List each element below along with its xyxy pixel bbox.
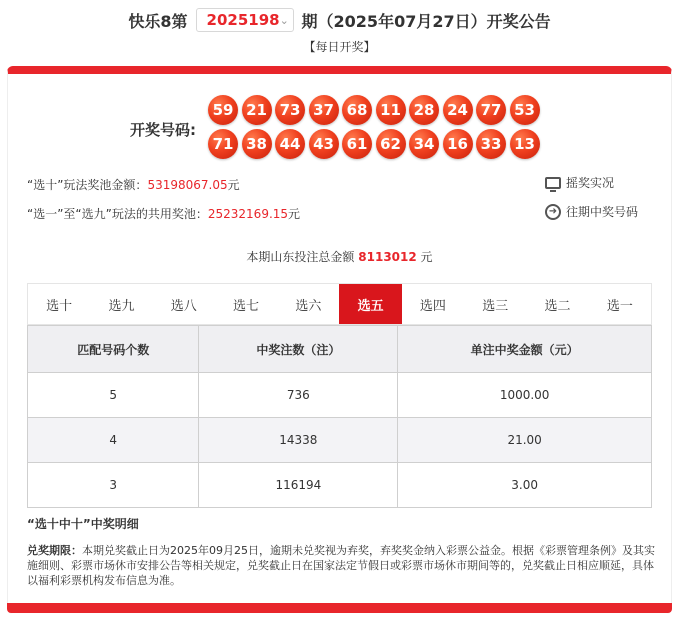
- history-link[interactable]: [545, 203, 638, 220]
- number-ball: 21: [242, 95, 272, 125]
- number-ball: 11: [376, 95, 406, 125]
- tab-play-type[interactable]: 选九: [108, 298, 135, 314]
- table-cell: 116194: [199, 463, 398, 508]
- live-draw-link[interactable]: [545, 174, 614, 191]
- live-draw-label: 摇奖实况: [566, 176, 615, 190]
- table-header-row: [28, 326, 652, 373]
- prize-table: [27, 325, 652, 508]
- total-sales: [0, 248, 679, 265]
- pool-shared-unit: 元: [288, 207, 301, 221]
- number-ball: 59: [208, 95, 238, 125]
- pool-shared-label: “选一”至“选九”玩法的共用奖池：: [27, 207, 208, 221]
- tab-play-type[interactable]: 选二: [544, 298, 571, 314]
- issue-value: 2025198: [206, 11, 280, 29]
- play-type-tabs: [27, 283, 652, 325]
- total-sales-amount: 8113012: [358, 250, 417, 264]
- draw-numbers: [208, 95, 548, 159]
- tab-play-type[interactable]: 选三: [482, 298, 509, 314]
- circle-arrow-icon: ➜: [545, 204, 561, 220]
- total-sales-label: 本期山东投注总金额: [246, 250, 355, 264]
- tab-play-type[interactable]: 选五: [339, 284, 401, 324]
- number-ball: 53: [510, 95, 540, 125]
- number-ball: 77: [476, 95, 506, 125]
- table-cell: 14338: [199, 418, 398, 463]
- number-ball: 62: [376, 129, 406, 159]
- daily-draw-label: 【每日开奖】: [303, 40, 376, 54]
- table-cell: 736: [199, 373, 398, 418]
- card-bottom-bar: [7, 603, 672, 613]
- number-ball: 44: [275, 129, 305, 159]
- column-header: 中奖注数（注）: [199, 326, 398, 373]
- tab-play-type[interactable]: 选一: [606, 298, 633, 314]
- tab-play-type[interactable]: 选十: [46, 298, 73, 314]
- number-ball: 24: [443, 95, 473, 125]
- pool-shared-amount: 25232169.15: [207, 207, 289, 221]
- title-suffix: 期（2025年07月27日）开奖公告: [301, 11, 551, 31]
- number-ball: 37: [309, 95, 339, 125]
- number-ball: 68: [342, 95, 372, 125]
- table-cell: 3: [28, 463, 199, 508]
- issue-select[interactable]: [196, 8, 294, 32]
- pool-select10-unit: 元: [227, 178, 240, 192]
- tab-play-type[interactable]: 选七: [233, 298, 260, 314]
- pool-shared: [27, 205, 300, 222]
- pool-select10: [27, 176, 240, 193]
- table-cell: 5: [28, 373, 199, 418]
- tab-play-type[interactable]: 选四: [419, 298, 446, 314]
- table-row: [28, 418, 652, 463]
- number-ball: 38: [242, 129, 272, 159]
- number-ball: 28: [409, 95, 439, 125]
- tab-play-type[interactable]: 选六: [295, 298, 322, 314]
- table-cell: 4: [28, 418, 199, 463]
- number-ball: 13: [510, 129, 540, 159]
- table-row: [28, 373, 652, 418]
- draw-numbers-label: 开奖号码:: [130, 121, 196, 139]
- title-prefix: 快乐8第: [128, 11, 188, 31]
- notice-text: 本期兑奖截止日为2025年09月25日，逾期未兑奖视为弃奖，弃奖奖金纳入彩票公益金。根据《彩票管理条例》及其实施细则、彩票市场休市安排公告等相关规定，兑奖截止日在国家法定节假日或彩票市场休市期间等的，兑奖截止日相应顺延，具体以福利彩票机构发布信息为准。: [27, 544, 655, 587]
- chevron-down-icon: ⌄: [279, 13, 289, 27]
- tab-play-type[interactable]: 选八: [170, 298, 197, 314]
- number-ball: 16: [443, 129, 473, 159]
- redemption-notice: [27, 543, 655, 588]
- number-ball: 33: [476, 129, 506, 159]
- table-cell: 3.00: [398, 463, 652, 508]
- number-ball: 61: [342, 129, 372, 159]
- monitor-icon: [545, 177, 561, 189]
- table-cell: 1000.00: [398, 373, 652, 418]
- notice-label: 兑奖期限：: [27, 544, 82, 557]
- column-header: 单注中奖金额（元）: [398, 326, 652, 373]
- pool-select10-label: “选十”玩法奖池金额：: [27, 178, 148, 192]
- number-ball: 34: [409, 129, 439, 159]
- page-header: [0, 6, 679, 34]
- number-ball: 43: [309, 129, 339, 159]
- table-row: [28, 463, 652, 508]
- pool-select10-amount: 53198067.05: [147, 178, 228, 192]
- history-label: 往期中奖号码: [566, 205, 639, 219]
- column-header: 匹配号码个数: [28, 326, 199, 373]
- number-ball: 71: [208, 129, 238, 159]
- detail-title: “选十中十”中奖明细: [27, 517, 139, 531]
- table-cell: 21.00: [398, 418, 652, 463]
- number-ball: 73: [275, 95, 305, 125]
- total-sales-unit: 元: [420, 250, 433, 264]
